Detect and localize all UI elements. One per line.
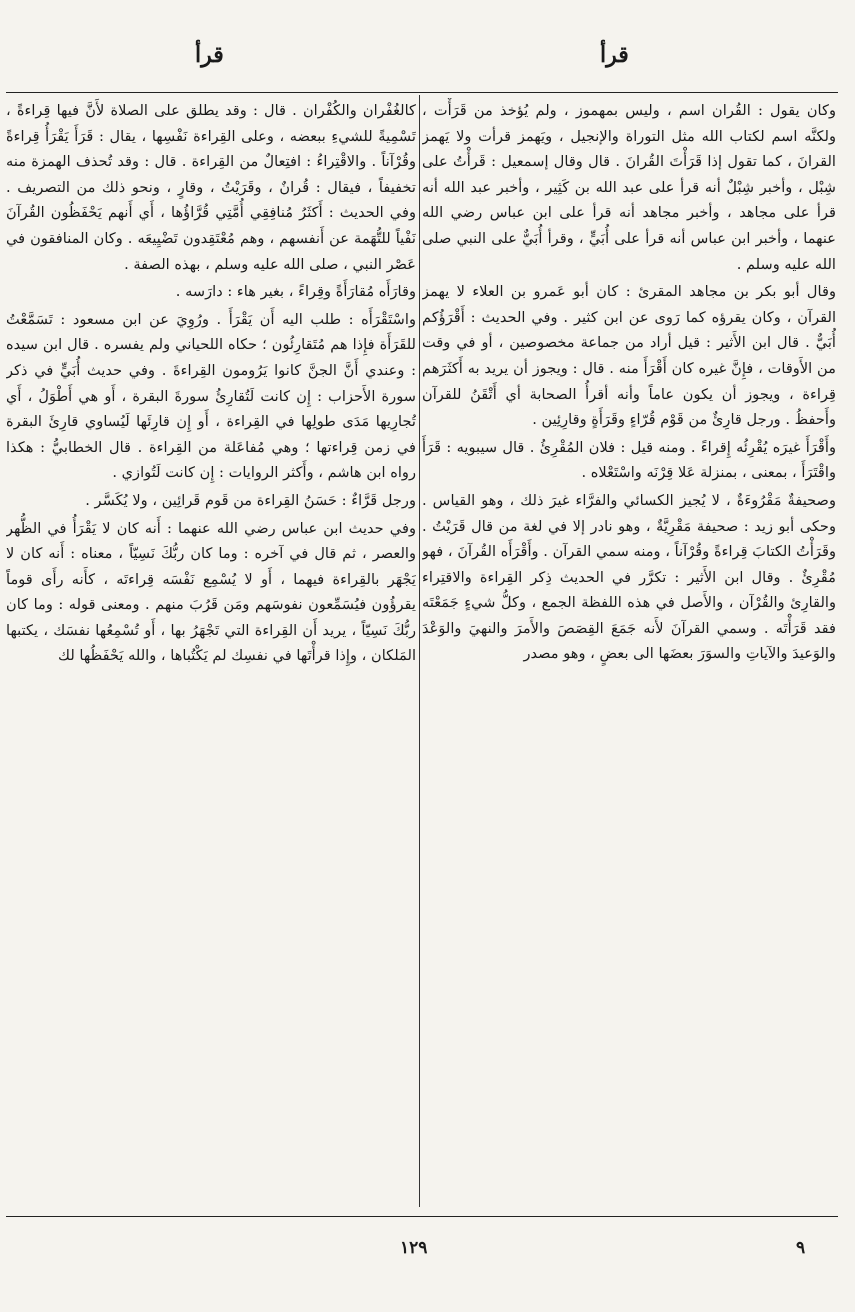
left-paragraph-1: كالغُفْران والكُفْران . قال : وقد يطلق على الصلاة لأَنَّ فيها قِراءةً ، تَسْمِيةً للشيءِ ببعضه ، وعلى القِراءة نَفْسِها ، يقال : قَرَأَ يَقْرَأُ قِراءةً وقُرْآناً . والاقْتِراءُ : افتِعالٌ من القِراءة . قال : وقد تُحذف الهمزة منه تخفيفاً ، فيقال : قُرانٌ ، وقَرَيْتُ ، وقارٍ ، ونحو ذلك من التصريف . وفي الحديث : أَكثَرُ مُنافِقِي أُمَّتِي قُرَّاؤُها ، أَي أَنهم يَحْفَظُون القُرآنَ نَفْياً للتُّهَمة عن أَنفسهم ، وهم مُعْتَقِدون تَضْيِيعَه . وكان المنافقون في عَصْر النبي ، صلى الله عليه وسلم ، بهذه الصفة .: [6, 102, 416, 273]
left-column: [6, 98, 416, 1206]
right-paragraph-4: وصحيفةٌ مَقْرُوءَةٌ ، لا يُجيز الكسائي والفرَّاء غيرَ ذلك ، وهو القياس . وحكى أبو زيد : صحيفة مَقْرِيَّةٌ ، وهو نادر إلا في لغة من قال قَرَيْتُ . وقَرَأْتُ الكتابَ قِراءةً وقُرْآناً ، ومنه سمي القرآن . وأَقْرَأَه القُرآنَ ، فهو مُقْرِئٌ . وقال ابن الأَثير : تكرَّر في الحديث ذِكر القِراءة والاقتِراء والقارِئ والقُرْآن ، والأَصل في هذه اللفظة الجمع ، وكلُّ شيءٍ جَمَعْتَه فقد قَرَأْتَه . وسمي القرآنَ لأَنه جَمَعَ القِصَصَ والأَمرَ والنهيَ والوَعْدَ والوَعيدَ والآياتِ والسوَرَ بعضَها الى بعضٍ ، وهو مصدر: [422, 491, 836, 663]
left-paragraph-2: وقارَأَه مُقارَأَةً وقِراءً ، بغير هاء : دارَسه .: [175, 283, 416, 301]
right-paragraph-3: وأَقْرَأَ غيرَه يُقْرِئُه إِقراءً . ومنه قيل : فلان المُقْرِئُ . قال سيبويه : قَرَأَ واقْتَرَأَ ، بمعنى ، بمنزلة عَلا قِرْنَه واسْتَعْلاه .: [422, 438, 836, 482]
right-paragraph-2: وقال أبو بكر بن مجاهد المقرئ : كان أبو عَمرو بن العلاء لا يهمز القرآن ، وكان يقرؤه كما رَوى عن ابن كثير . وفي الحديث : أَقْرَؤُكم أُبَيٌّ . قال ابن الأَثير : قيل أراد من جماعة مخصوصين ، أو في وقت من الأَوقات ، فإِنَّ غيره كان أَقْرَأَ منه . قال : ويجوز أن يريد به أَكثَرَهم قِراءة ، ويجوز أن يكون عاماً وأنه أقرأُ الصحابة أي أَتْقَنُ للقرآن وأَحفظُ . ورجل قارِئٌ من قَوْم قُرّاءٍ وقَرَأَةٍ وقارِئِين .: [422, 283, 836, 429]
page-number: ١٢٩: [400, 1238, 428, 1258]
left-paragraph-3: واسْتَقْرَأَه : طلب اليه أَن يَقْرَأَ . ورُوِيَ عن ابن مسعود : تَسَمَّعْتُ للقَرَأَة فإِذا هم مُتَقارِئُون ؛ حكاه اللحياني ولم يفسره . قال ابن سيده : وعندي أَنَّ الجنَّ كانوا يَرُومون القِراءةَ . وفي حديث أُبَيٍّ في ذكر سورة الأَحزاب : إِن كانت لَتُقارِئُ سورةَ البقرة ، أَو هي أَطْوَلُ ، أَي تُجارِيها مَدَى طولِها في القِراءة ، أَو إِن قارِئَها لَيُساوي قارِئَ البقرة في زمن قِراءتها ؛ وهي مُفاعَلة من القِراءة . قال الخطابيُّ : هكذا رواه ابن هاشم ، وأَكثر الروايات : إِن كانت لَتُوازي .: [6, 310, 416, 482]
bottom-rule: [6, 1216, 838, 1217]
volume-number: ٩: [796, 1238, 806, 1258]
left-paragraph-5: وفي حديث ابن عباس رضي الله عنهما : أَنه كان لا يَقْرَأُ في الظُّهر والعصر ، ثم قال في آخره : وما كان ربُّكَ نَسِيّاً ، معناه : أَنه كان لا يَجْهَر بالقِراءة فيهما ، أَو لا يُسْمِع نَفْسَه قِراءتَه ، كأَنه رأَى قوماً يقرؤُون فيُسَمِّعون نفوسَهم ومَن قَرُبَ منهم . ومعنى قوله : وما كان ربُّكَ نَسِيّاً ، يريد أَن القِراءة التي تَجْهَرُ بها ، أَو تُسْمِعُها نفسَك ، يكتبها المَلكان ، وإِذا قرأْتَها في نفسِك لم يَكْتُباها ، والله يَحْفَظُها لك: [6, 519, 416, 665]
header-word-right: قرأ: [600, 42, 629, 68]
top-rule: [6, 92, 838, 93]
column-divider: [419, 95, 420, 1207]
right-paragraph-1: وكان يقول : القُران اسم ، وليس بمهموز ، ولم يُؤخذ من قَرَأْت ، ولكنَّه اسم لكتاب الله مثل التوراة والإنجيل ، ويَهمز قرأت ولا يَهمز القرانَ ، كما تقول إذا قَرَأْتَ القُرانَ . قال وقال إسمعيل : قَرأْتُ على شِبْل ، وأخبر شِبْلٌ أنه قرأ على عبد الله بن كَثِير ، وأخبر عبد الله أنه قرأ على مجاهد ، وأخبر مجاهد أنه قرأ على ابن عباس رضي الله عنهما ، وأخبر ابن عباس أنه قرأ على أُبَيٍّ ، وقرأ أُبَيٌّ على النبي صلى الله عليه وسلم .: [422, 102, 836, 273]
right-column: [422, 98, 836, 1206]
left-paragraph-4: ورجل قَرَّاءٌ : حَسَنُ القِراءة من قَوم قَرائِين ، ولا يُكَسَّر .: [85, 491, 416, 509]
header-word-left: قرأ: [195, 42, 224, 68]
